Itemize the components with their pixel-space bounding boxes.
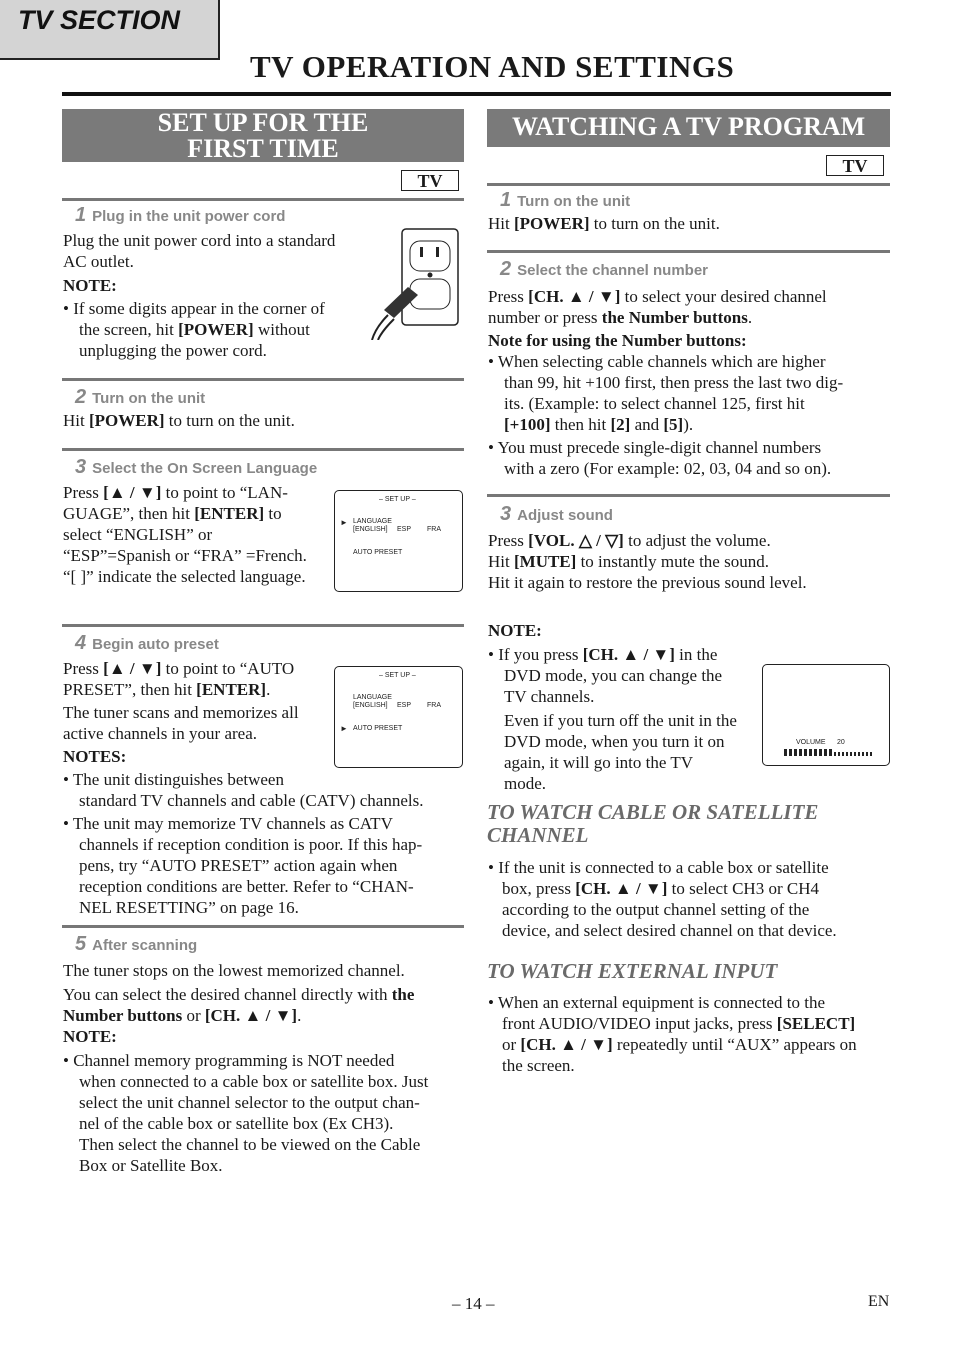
cable-heading: TO WATCH CABLE OR SATELLITE CHANNEL <box>487 800 819 847</box>
setup-menu-screen-language: – SET UP – ► LANGUAGE [ENGLISH] ESP FRA AUTO PRESET <box>334 490 463 592</box>
left-heading-line1: SET UP FOR THE <box>157 108 369 137</box>
external-heading: TO WATCH EXTERNAL INPUT <box>487 959 778 983</box>
step-4-text: Press [▲ / ▼] to point to “AUTO PRESET”, then hit [ENTER]. The tuner scans and memorizes all active channels in your area. NOTES: • The unit distinguishes between standard TV channels and cable (CATV) channels. • The unit may memorize TV channels as CATV channels if reception condition is poor. If this hap- pens, try “AUTO PRESET” action again when reception conditions are better. Refer to “CHAN- NEL RESETTING” on page 16. <box>63 659 424 917</box>
divider <box>487 494 890 497</box>
setup-menu-auto-preset: – SET UP – LANGUAGE [ENGLISH] ESP FRA ► AUTO PRESET <box>334 666 463 768</box>
section-tab <box>0 0 220 60</box>
watch-step-2-text: Press [CH. ▲ / ▼] to select your desired channel number or press the Number buttons. Note for using the Number buttons: • When selecting cable channels which are higher than 99, hit +100 first, then press the last two dig- its. (Example: to select channel 125, first hit [+100] then hit [2] and [5]). • You must precede single-digit channel numbers with a zero (For example: 02, 03, 04 and so on). <box>488 287 844 478</box>
title-rule <box>62 92 891 96</box>
watch-step-1-heading: 1 Turn on the unit <box>500 189 631 211</box>
cable-text: • If the unit is connected to a cable box or satellite box, press [CH. ▲ / ▼] to select CH3 or CH4 according to the output channel setting of the device, and select desired channel on that device. <box>488 858 837 940</box>
step-2-heading: 2 Turn on the unit <box>75 386 206 408</box>
divider <box>62 925 464 928</box>
language-code: EN <box>868 1293 890 1310</box>
left-heading-line2: FIRST TIME <box>187 134 339 163</box>
divider <box>487 250 890 253</box>
divider <box>487 183 890 186</box>
step-1-text: Plug the unit power cord into a standard AC outlet. NOTE: • If some digits appear in the corner of the screen, hit [POWER] without unplugging the power cord. <box>63 231 336 360</box>
watch-step-3-heading: 3 Adjust sound <box>500 503 613 525</box>
step-5-heading: 5 After scanning <box>75 933 198 955</box>
step-5-text: The tuner stops on the lowest memorized channel. You can select the desired channel directly with the Number buttons or [CH. ▲ / ▼]. NOTE: • Channel memory programming is NOT needed when connected to a cable box or satellite box. Just select the unit channel selector to the output chan- nel of the cable box or satellite box (Ex CH3). Then select the channel to be viewed on the Cable Box or Satellite Box. <box>63 961 429 1175</box>
step-4-heading: 4 Begin auto preset <box>75 632 219 654</box>
divider <box>62 378 464 381</box>
page-number: – 14 – <box>452 1294 495 1313</box>
divider <box>62 198 464 201</box>
watch-note: NOTE: • If you press [CH. ▲ / ▼] in the DVD mode, you can change the TV channels. Even if you turn off the unit in the DVD mode, when you turn it on again, it will go into the TV mode. <box>488 621 737 793</box>
page-title: TV OPERATION AND SETTINGS <box>250 49 735 84</box>
watch-step-3-text: Press [VOL. △ / ▽] to adjust the volume. Hit [MUTE] to instantly mute the sound. Hit it again to restore the previous sound level. <box>488 531 807 592</box>
watch-step-2-heading: 2 Select the channel number <box>500 258 709 280</box>
step-1-heading: 1 Plug in the unit power cord <box>75 204 286 226</box>
divider <box>62 624 464 627</box>
right-heading: WATCHING A TV PROGRAM <box>487 109 890 147</box>
left-heading <box>62 109 464 162</box>
tv-badge-left: TV <box>401 170 459 191</box>
watch-step-1-text: Hit [POWER] to turn on the unit. <box>488 214 720 233</box>
step-3-heading: 3 Select the On Screen Language <box>75 456 318 478</box>
power-outlet-illustration <box>370 225 465 340</box>
volume-level-bar <box>784 748 874 761</box>
tv-badge-right: TV <box>826 155 884 176</box>
step-2-text: Hit [POWER] to turn on the unit. <box>63 411 295 430</box>
external-text: • When an external equipment is connected to the front AUDIO/VIDEO input jacks, press [SELECT] or [CH. ▲ / ▼] repeatedly until “AUX” appears on the screen. <box>488 993 857 1075</box>
step-3-text: Press [▲ / ▼] to point to “LAN- GUAGE”, then hit [ENTER] to select “ENGLISH” or “ESP”=Spanish or “FRA” =French. “[ ]” indicate the selected language. <box>63 483 307 586</box>
volume-screen: VOLUME 20 <box>762 664 890 766</box>
section-tab-label: TV SECTION <box>18 5 181 35</box>
divider <box>62 448 464 451</box>
